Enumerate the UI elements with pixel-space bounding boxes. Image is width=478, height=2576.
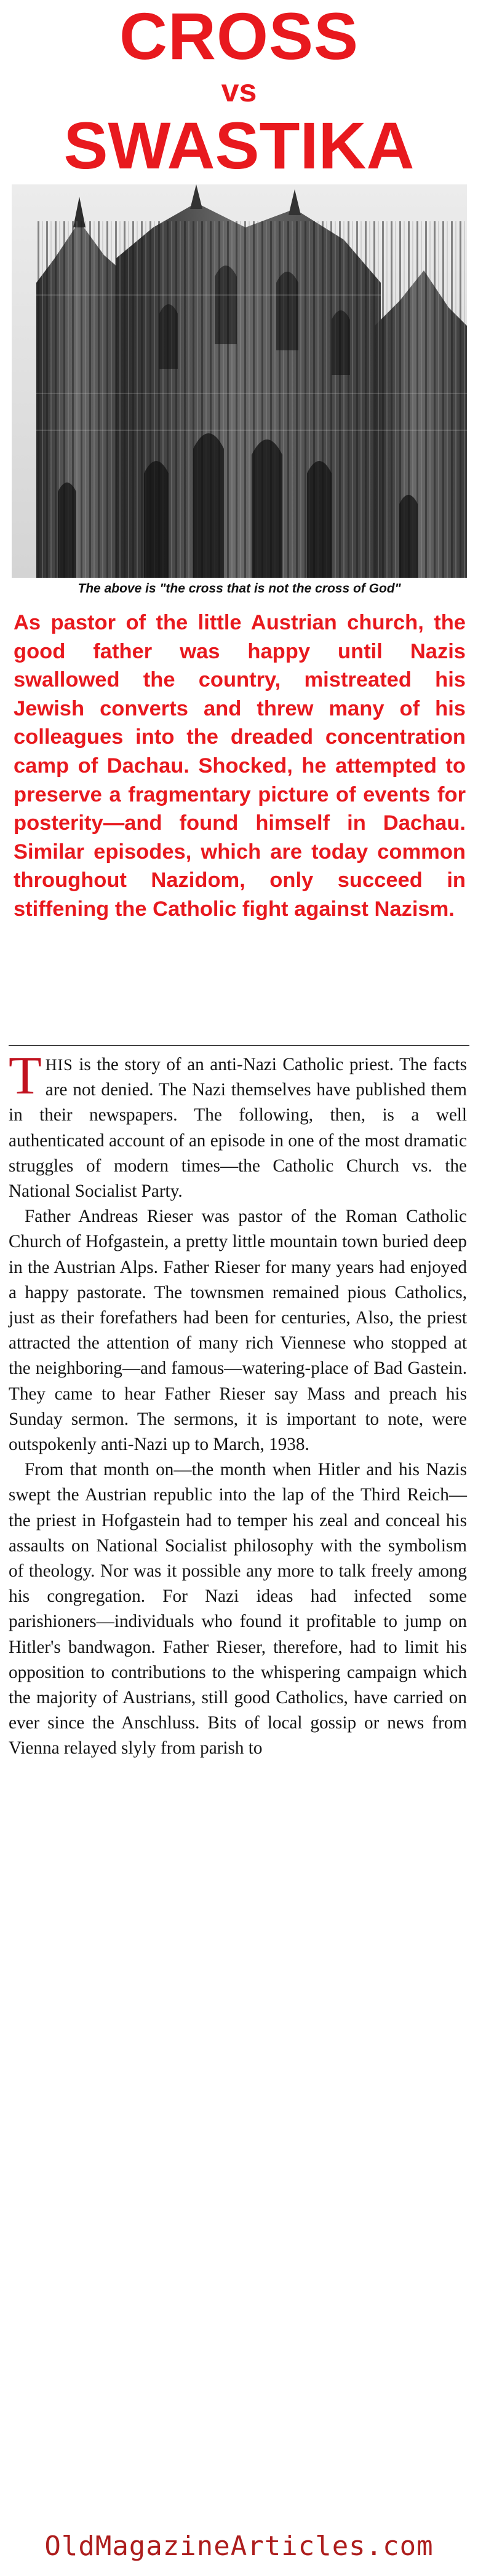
article-body	[9, 1046, 467, 1762]
lead-word: HIS	[45, 1056, 73, 1074]
headline-cross: CROSS	[119, 0, 359, 73]
headline-vs: vs	[221, 73, 257, 109]
paragraph-1-text: is the story of an anti-Nazi Catholic priest. The facts are not denied. The Nazi themselves have published them in their newspapers. The following, then, is a well authenticated account of an episode in one of the most dramatic struggles of modern times—the Catholic Church vs. the National Socialist Party.	[9, 1055, 467, 1202]
section-divider	[9, 1045, 469, 1046]
headline-swastika: SWASTIKA	[63, 108, 415, 183]
photo-caption: The above is "the cross that is not the cross of God"	[78, 581, 401, 596]
cathedral-photo	[12, 184, 467, 578]
site-watermark: OldMagazineArticles.com	[44, 2531, 434, 2562]
paragraph-2: Father Andreas Rieser was pastor of the Roman Catholic Church of Hofgastein, a pretty little mountain town buried deep in the Austrian Alps. Father Rieser for many years had enjoyed a happy pastorate. The townsmen remained pious Catholics, just as their forefathers had been for centuries, Also, the priest attracted the attention of many rich Viennese who stopped at the neighboring—and famous—watering-place of Bad Gastein. They came to hear Father Rieser say Mass and preach his Sunday sermon. The sermons, it is important to note, were outspokenly anti-Nazi up to March, 1938.	[9, 1207, 467, 1455]
intro-blurb: As pastor of the little Austrian church, the good father was happy until Nazis swallowed the country, mistreated his Jewish converts and threw many of his colleagues into the dreaded concentration camp of Dachau. Shocked, he attempted to preserve a fragmentary picture of events for posterity—and found himself in Dachau. Similar episodes, which are today common throughout Nazidom, only succeed in stiffening the Catholic fight against Nazism.	[14, 611, 466, 921]
drop-cap: T	[9, 1046, 42, 1106]
paragraph-1	[9, 1046, 467, 1204]
paragraph-3: From that month on—the month when Hitler and his Nazis swept the Austrian republic into the lap of the Third Reich—the priest in Hofgastein had to temper his zeal and conceal his assaults on National Socialist philosophy with the symbolism of theology. Nor was it possible any more to talk freely among his congregation. For Nazi ideas had infected some parishioners—individuals who found it profitable to jump on Hitler's bandwagon. Father Rieser, therefore, had to limit his opposition to contributions to the whispering campaign which the majority of Austrians, still good Catholics, have carried on ever since the Anschluss. Bits of local gossip or news from Vienna relayed slyly from parish to	[9, 1460, 467, 1759]
